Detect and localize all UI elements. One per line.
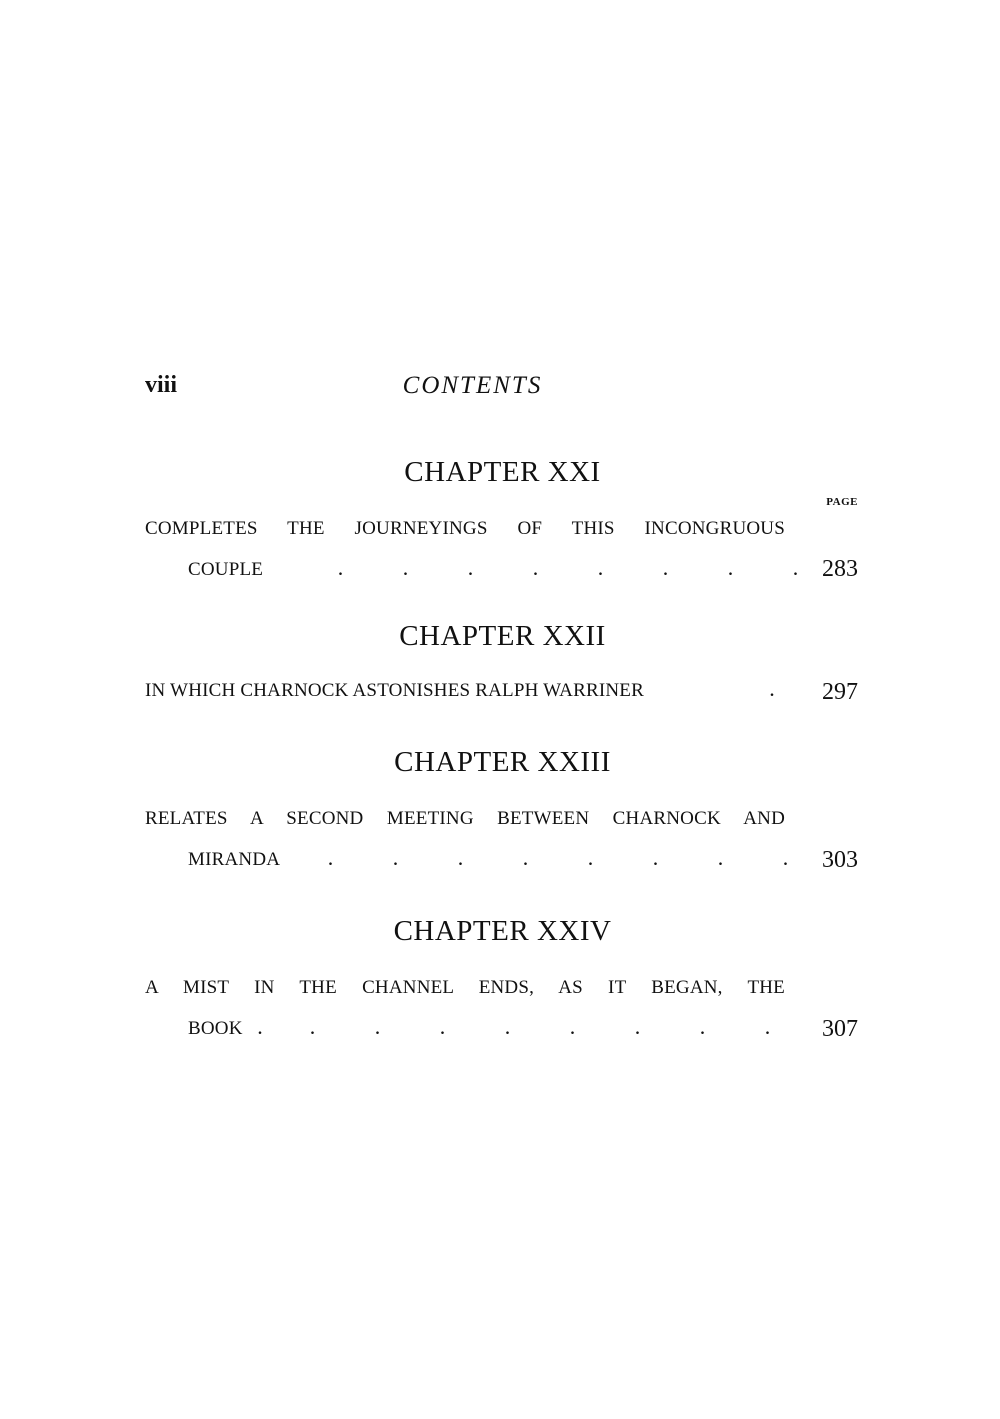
chapter-page-number: 303	[822, 847, 858, 873]
chapter-title-continuation: MIRANDA	[188, 849, 281, 870]
dot-leaders: .	[769, 676, 775, 701]
page-title: CONTENTS	[402, 372, 543, 399]
chapter-heading: CHAPTER XXI	[404, 456, 601, 488]
chapter-heading: CHAPTER XXIV	[393, 915, 612, 947]
chapter-page-number: 297	[822, 679, 858, 705]
running-head	[145, 372, 860, 404]
chapter-title-continuation: COUPLE	[188, 559, 264, 580]
dot-leaders: . . . . . . . .	[327, 845, 789, 870]
chapter-title-line: COMPLETES THE JOURNEYINGS OF THIS INCONGRUOUS	[145, 518, 785, 539]
dot-leaders: . . . . . . . . .	[257, 1014, 771, 1039]
chapter-page-number: 283	[822, 556, 858, 582]
page-column-label: PAGE	[826, 496, 858, 508]
chapter-heading: CHAPTER XXII	[399, 620, 606, 652]
chapter-title-line: A MIST IN THE CHANNEL ENDS, AS IT BEGAN, THE	[145, 977, 785, 998]
chapter-page-number: 307	[822, 1016, 858, 1042]
page-folio: viii	[145, 372, 178, 398]
chapter-heading: CHAPTER XXIII	[394, 746, 611, 778]
dot-leaders: . . . . . . . .	[337, 555, 799, 580]
chapter-title-continuation: BOOK	[188, 1018, 243, 1039]
chapter-title-line: IN WHICH CHARNOCK ASTONISHES RALPH WARRINER	[145, 680, 644, 701]
chapter-title-line: RELATES A SECOND MEETING BETWEEN CHARNOCK AND	[145, 808, 785, 829]
